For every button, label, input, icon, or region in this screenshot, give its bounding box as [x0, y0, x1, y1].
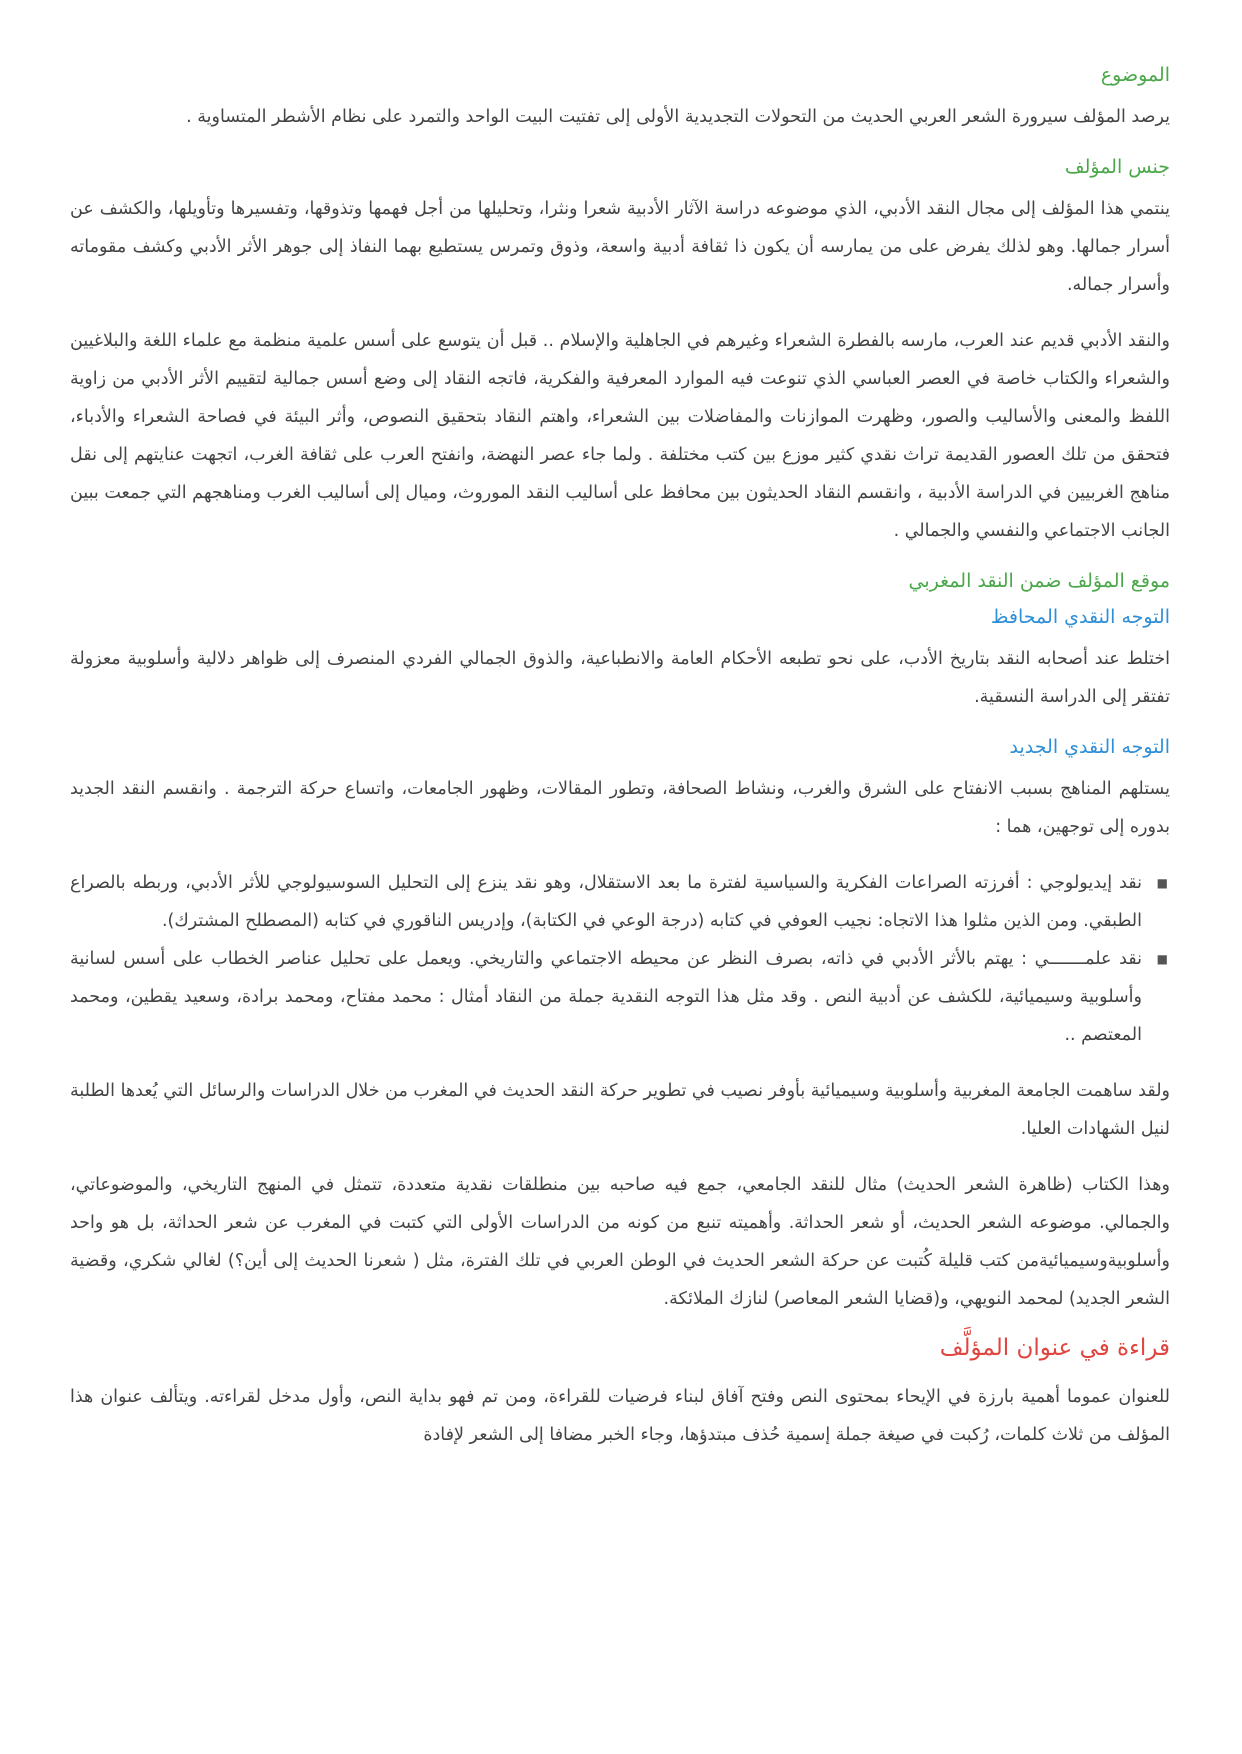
paragraph-title-reading: للعنوان عموما أهمية بارزة في الإيحاء بمحتوى النص وفتح آفاق لبناء فرضيات للقراءة، ومن تم فهو بداية النص، وأول مدخل لقراءته. ويتألف عنوان هذا المؤلف من ثلاث كلمات، رُكبت في صيغة جملة إسمية حُذف مبتدؤها، وجاء الخبر مضافا إلى الشعر لإفادة — [70, 1387, 1170, 1445]
trend-bullet-list — [70, 864, 1170, 1054]
list-item-scientific-criticism — [70, 940, 1168, 1054]
list-item-ideological-criticism — [70, 864, 1168, 940]
paragraph-university: ولقد ساهمت الجامعة المغربية وأسلوبية وسيميائية بأوفر نصيب في تطوير حركة النقد الحديث في المغرب من خلال الدراسات والرسائل التي يُعدها الطلبة لنيل الشهادات العليا. — [70, 1081, 1170, 1139]
heading-conservative-trend: التوجه النقدي المحافظ — [990, 606, 1170, 628]
paragraph-author-genre-1: ينتمي هذا المؤلف إلى مجال النقد الأدبي، الذي موضوعه دراسة الآثار الأدبية شعرا ونثرا، وتحليلها من أجل فهمها وتذوقها، وتفسيرها وتأويلها، والكشف عن أسرار جمالها. وهو لذلك يفرض على من يمارسه أن يكون ذا ثقافة أدبية واسعة، وذوق وتمرس يستطيع بهما النفاذ إلى جوهر الأثر الأدبي وكشف مقوماته وأسرار جماله. — [70, 199, 1170, 295]
square-bullet-icon: ■ — [1156, 876, 1168, 890]
square-bullet-icon: ■ — [1156, 952, 1168, 966]
paragraph-new-trend: يستلهم المناهج بسبب الانفتاح على الشرق والغرب، ونشاط الصحافة، وتطور المقالات، وظهور الجامعات، واتساع حركة الترجمة . وانقسم النقد الجديد بدوره إلى توجهين، هما : — [70, 779, 1170, 837]
paragraph-book: وهذا الكتاب (ظاهرة الشعر الحديث) مثال للنقد الجامعي، جمع فيه صاحبه بين منطلقات نقدية متعددة، تتمثل في المنهج التاريخي، والموضوعاتي، والجمالي. موضوعه الشعر الحديث، أو شعر الحداثة. وأهميته تنبع من كونه من الدراسات الأولى التي كتبت في المغرب عن شعر الحداثة، بل هو واحد وأسلوبيةوسيميائيةمن كتب قليلة كُتبت عن حركة الشعر الحديث في الوطن العربي في تلك الفترة، مثل ( شعرنا الحديث إلى أين؟) لغالي شكري، وقضية الشعر الجديد) لمحمد النويهي، و(قضايا الشعر المعاصر) لنازك الملائكة. — [70, 1175, 1170, 1309]
heading-author-genre: جنس المؤلف — [1064, 156, 1170, 178]
heading-title-reading: قراءة في عنوان المؤلَّف — [939, 1335, 1170, 1361]
paragraph-conservative-trend: اختلط عند أصحابه النقد بتاريخ الأدب، على نحو تطبعه الأحكام العامة والانطباعية، والذوق الجمالي الفردي المنصرف إلى ظواهر دلالية وأسلوبية معزولة تفتقر إلى الدراسة النسقية. — [70, 649, 1170, 707]
paragraph-topic: يرصد المؤلف سيرورة الشعر العربي الحديث من التحولات التجديدية الأولى إلى تفتيت البيت الواحد والتمرد على نظام الأشطر المتساوية . — [186, 107, 1170, 127]
heading-moroccan-position: موقع المؤلف ضمن النقد المغربي — [908, 570, 1170, 592]
paragraph-author-genre-2: والنقد الأدبي قديم عند العرب، مارسه بالفطرة الشعراء وغيرهم في الجاهلية والإسلام .. قبل أن يتوسع على أسس علمية منظمة مع علماء اللغة والبلاغيين والشعراء والكتاب خاصة في العصر العباسي الذي تنوعت فيه الموارد المعرفية والفكرية، فاتجه النقاد إلى وضع أسس جمالية لتقييم الأثر الأدبي من زاوية اللفظ والمعنى والأساليب والصور، وظهرت الموازنات والمفاضلات بين الشعراء، واهتم النقاد بتحقيق النصوص، وأثر البيئة في فصاحة الشعراء والأدباء، فتحقق من تلك العصور القديمة تراث نقدي كثير موزع بين كتب مختلفة . ولما جاء عصر النهضة، وانفتح العرب على ثقافة الغرب، اتجهت عنايتهم إلى نقل مناهج الغربيين في الدراسة الأدبية ، وانقسم النقاد الحديثون بين محافظ على أساليب النقد الموروث، وميال إلى أساليب الغرب ومناهجهم التي جمعت ببين الجانب الاجتماعي والنفسي والجمالي . — [70, 331, 1170, 541]
heading-topic: الموضوع — [1100, 64, 1170, 86]
list-item-text: نقد إيديولوجي : أفرزته الصراعات الفكرية والسياسية لفترة ما بعد الاستقلال، وهو نقد ينزع إلى التحليل السوسيولوجي للأثر الأدبي، وربطه بالصراع الطبقي. ومن الذين مثلوا هذا الاتجاه: نجيب العوفي في كتابه (درجة الوعي في الكتابة)، وإدريس الناقوري في كتابه (المصطلح المشترك). — [70, 873, 1142, 931]
heading-new-trend: التوجه النقدي الجديد — [1009, 736, 1170, 758]
list-item-text: نقد علمـــــــي : يهتم بالأثر الأدبي في ذاته، بصرف النظر عن محيطه الاجتماعي والتاريخي. ويعمل على تحليل عناصر الخطاب على أسس لسانية وأسلوبية وسيميائية، للكشف عن أدبية النص . وقد مثل هذا التوجه النقدية جملة من النقاد أمثال : محمد مفتاح، ومحمد برادة، وسعيد يقطين، ومحمد المعتصم .. — [70, 949, 1142, 1045]
